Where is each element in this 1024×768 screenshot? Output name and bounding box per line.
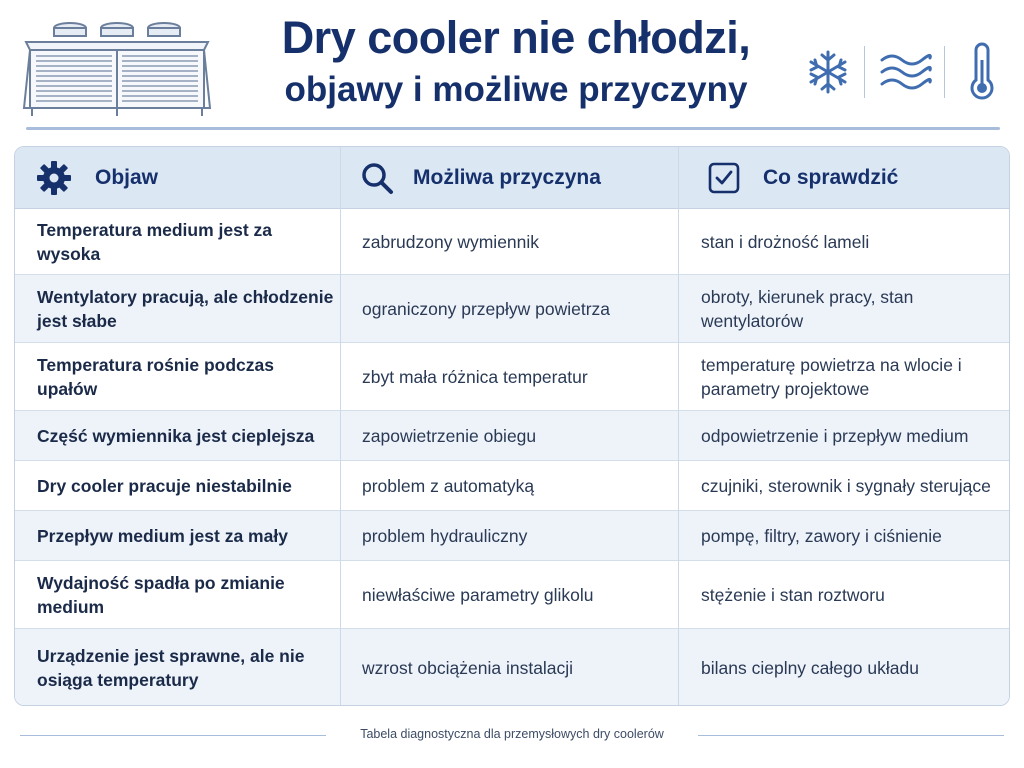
check-cell: bilans cieplny całego układu	[701, 658, 919, 678]
table-row	[15, 209, 1010, 275]
cause-cell: zabrudzony wymiennik	[362, 231, 540, 252]
table-row	[15, 511, 1010, 561]
check-cell: obroty, kierunek pracy, stan wentylatorów	[701, 286, 914, 331]
page-header	[0, 0, 1024, 130]
header-icon-divider	[864, 46, 865, 98]
table-row	[15, 411, 1010, 461]
thermometer-icon	[952, 40, 1012, 104]
header-icon-divider	[944, 46, 945, 98]
table-row	[15, 629, 1010, 706]
table-header	[15, 147, 1010, 209]
footer-rule-left	[20, 735, 326, 736]
column-header-label: Objaw	[95, 166, 159, 189]
symptom-cell: Część wymiennika jest cieplejsza	[37, 425, 315, 446]
column-header-label: Co sprawdzić	[763, 166, 899, 189]
column-header-symptom	[35, 147, 158, 209]
symptom-cell: Wydajność spadła po zmianie medium	[37, 572, 285, 617]
diagnostic-table	[14, 146, 1010, 706]
cause-cell: wzrost obciążenia instalacji	[362, 658, 574, 678]
cause-cell: zbyt mała różnica temperatur	[362, 366, 588, 387]
checkbox-icon	[707, 161, 741, 195]
cause-cell: ograniczony przepływ powietrza	[362, 298, 611, 319]
header-divider	[26, 127, 1000, 130]
snowflake-icon	[798, 40, 858, 104]
cause-cell: niewłaściwe parametry glikolu	[362, 584, 594, 605]
check-cell: odpowietrzenie i przepływ medium	[701, 425, 969, 446]
table-row	[15, 561, 1010, 629]
symptom-cell: Temperatura rośnie podczas upałów	[37, 354, 274, 399]
cause-cell: problem z automatyką	[362, 475, 535, 496]
column-divider	[678, 147, 679, 706]
column-header-cause	[359, 147, 601, 209]
column-header-label: Możliwa przyczyna	[413, 166, 601, 189]
page-title: Dry cooler nie chłodzi,	[281, 12, 751, 63]
cause-cell: problem hydrauliczny	[362, 525, 528, 546]
page-subtitle: objawy i możliwe przyczyny	[284, 70, 748, 109]
cause-cell: zapowietrzenie obiegu	[362, 425, 537, 446]
column-divider	[340, 147, 341, 706]
column-header-check	[707, 147, 898, 209]
table-row	[15, 343, 1010, 411]
magnifier-icon	[359, 160, 395, 196]
check-cell: temperaturę powietrza na wlocie i parametry projektowe	[701, 354, 962, 399]
symptom-cell: Dry cooler pracuje niestabilnie	[37, 475, 292, 496]
check-cell: stężenie i stan roztworu	[701, 584, 885, 605]
footer-caption: Tabela diagnostyczna dla przemysłowych dry coolerów	[360, 727, 664, 741]
footer-rule-right	[698, 735, 1004, 736]
check-cell: czujniki, sterownik i sygnały sterujące	[701, 475, 991, 496]
dry-cooler-illustration	[22, 18, 212, 118]
symptom-cell: Temperatura medium jest za wysoka	[37, 219, 273, 264]
check-cell: pompę, filtry, zawory i ciśnienie	[701, 525, 942, 546]
symptom-cell: Urządzenie jest sprawne, ale nie osiąga temperatury	[37, 646, 305, 690]
air-waves-icon	[874, 40, 934, 104]
header-icons	[798, 40, 1003, 104]
symptom-cell: Wentylatory pracują, ale chłodzenie jest słabe	[37, 286, 334, 331]
table-row	[15, 461, 1010, 511]
check-cell: stan i drożność lameli	[701, 231, 870, 252]
symptom-cell: Przepływ medium jest za mały	[37, 525, 288, 546]
table-row	[15, 275, 1010, 343]
gear-icon	[35, 159, 73, 197]
